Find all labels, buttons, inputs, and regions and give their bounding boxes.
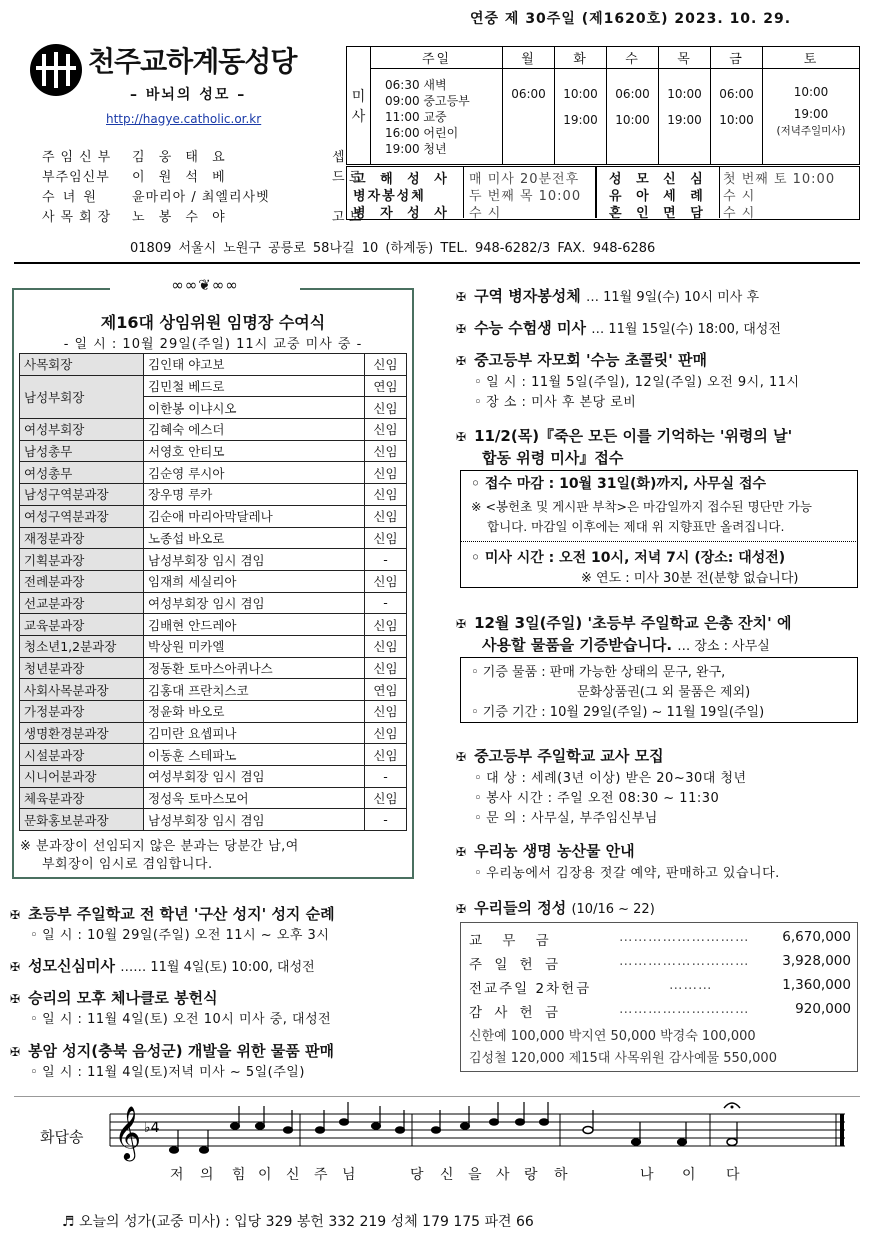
committee-member: 이한봉 이냐시오 — [144, 397, 365, 419]
committee-status: 신임 — [365, 657, 407, 679]
committee-member: 장우명 루카 — [144, 484, 365, 506]
committee-status: 신임 — [365, 614, 407, 636]
committee-row — [20, 744, 407, 766]
committee-status: 신임 — [365, 440, 407, 462]
church-name: 천주교하계동성당 — [88, 45, 297, 78]
committee-member: 임재희 세실리아 — [144, 570, 365, 592]
committee-status: 신임 — [365, 484, 407, 506]
committee-member: 남성부회장 임시 겸임 — [144, 809, 365, 831]
committee-row — [20, 549, 407, 571]
offering-row: 감 사 헌 금 ……………………… 920,000 — [469, 1001, 851, 1021]
sat-times: 10:00 19:00 (저녁주일미사) — [763, 69, 860, 165]
committee-role: 사회사목분과장 — [20, 679, 144, 701]
committee-status: - — [365, 766, 407, 788]
committee-member: 여성부회장 임시 겸임 — [144, 592, 365, 614]
offering-row: 전교주일 2차헌금 ……… 1,360,000 — [469, 977, 851, 997]
committee-member: 정동환 토마스아퀴나스 — [144, 657, 365, 679]
committee-member: 김순영 루시아 — [144, 462, 365, 484]
staff-row: 주임신부 김 웅 태 요 셉 — [42, 150, 345, 165]
committee-row — [20, 722, 407, 744]
committee-row — [20, 701, 407, 723]
committee-row — [20, 809, 407, 831]
committee-role: 여성구역분과장 — [20, 505, 144, 527]
committee-role: 사목회장 — [20, 354, 144, 376]
psalm-label: 화답송 — [40, 1128, 84, 1146]
mass-schedule-table: 미사 주일 월 화 수 목 금 토 06:30 새벽 09:00 중고등부 11:00 교중 16:00 어린이 19:00 청년 06:00 10:00 19:00 06:00 10:00 10:00 19:00 06:00 10:00 10:00 19:00 (저녁주일미사) — [346, 46, 860, 165]
staff-row: 사목회장 노 봉 수 야 고 보 — [42, 210, 362, 225]
notice-bongam-sale: ✠ 봉암 성지(충북 음성군) 개발을 위한 물품 판매 — [10, 1042, 334, 1060]
committee-status: - — [365, 809, 407, 831]
committee-status: 신임 — [365, 505, 407, 527]
notice-teacher-recruit: ✠ 중고등부 주일학교 교사 모집 — [456, 747, 664, 765]
committee-role: 가정분과장 — [20, 701, 144, 723]
svg-text:𝄞: 𝄞 — [114, 1105, 142, 1159]
notice-sub: ◦ 일 시 : 11월 4일(토)저녁 미사 ~ 5일(주일) — [30, 1065, 305, 1080]
committee-row — [20, 505, 407, 527]
donation-box: ◦ 기증 물품 : 판매 가능한 상태의 문구, 완구, 문화상품권(그 외 물품은 제외) ◦ 기증 기간 : 10월 29일(주일) ~ 11월 19일(주일) — [460, 657, 858, 723]
notice-offerings: ✠ 우리들의 정성 (10/16 ~ 22) — [456, 899, 655, 917]
committee-role: 남성총무 — [20, 440, 144, 462]
hymn-footer: ♬ 오늘의 성가(교중 미사) : 입당 329 봉헌 332 219 성체 179 175 파견 66 — [62, 1214, 534, 1230]
committee-row — [20, 440, 407, 462]
committee-row — [20, 614, 407, 636]
committee-status: 신임 — [365, 744, 407, 766]
committee-row — [20, 527, 407, 549]
committee-status: 신임 — [365, 701, 407, 723]
committee-row — [20, 462, 407, 484]
committee-role: 여성부회장 — [20, 419, 144, 441]
notice-woorinong: ✠ 우리농 생명 농산물 안내 — [456, 842, 635, 860]
committee-member: 김민철 베드로 — [144, 375, 365, 397]
church-url-link[interactable]: http://hagye.catholic.or.kr — [106, 112, 262, 126]
committee-row — [20, 419, 407, 441]
committee-member: 김인태 야고보 — [144, 354, 365, 376]
edition-line: 연중 제 30주일 (제1620호) 2023. 10. 29. — [470, 11, 792, 27]
fri-times: 06:00 10:00 — [711, 69, 763, 165]
committee-role: 청소년1,2분과장 — [20, 635, 144, 657]
notice-communion-sick: ✠ 구역 병자봉성체 … 11월 9일(수) 10시 미사 후 — [456, 287, 760, 305]
committee-status: 신임 — [365, 787, 407, 809]
address-line: 01809 서울시 노원구 공릉로 58나길 10 (하계동) TEL. 948-6282/3 FAX. 948-6286 — [130, 241, 656, 256]
all-souls-box: ◦ 접수 마감 : 10월 31일(화)까지, 사무실 접수 ※ <봉헌초 및 게시판 부착>은 마감일까지 접수된 명단만 가능 합니다. 마감일 이후에는 제대 위 지향표만 올려집니다. ◦ 미사 시간 : 오전 10시, 저녁 7시 (장소: 대성전) ※ 연도 : 미사 30분 전(분향 없습니다) — [460, 470, 858, 588]
committee-member: 서영호 안티모 — [144, 440, 365, 462]
notice-marian-mass: ✠ 성모신심미사 …… 11월 4일(토) 10:00, 대성전 — [10, 957, 315, 975]
committee-row — [20, 354, 407, 376]
committee-role: 재정분과장 — [20, 527, 144, 549]
notice-pilgrimage: ✠ 초등부 주일학교 전 학년 '구산 성지' 성지 순례 — [10, 905, 335, 923]
committee-status: 신임 — [365, 419, 407, 441]
donors-line: 신한예 100,000 박지연 50,000 박경숙 100,000 — [469, 1029, 756, 1044]
svg-text:♭4: ♭4 — [144, 1120, 160, 1136]
ornament: ∞∞❦∞∞ — [110, 276, 300, 300]
committee-role: 여성총무 — [20, 462, 144, 484]
committee-status: 신임 — [365, 462, 407, 484]
committee-member: 김혜숙 에스더 — [144, 419, 365, 441]
committee-role: 시설분과장 — [20, 744, 144, 766]
committee-status: 연임 — [365, 375, 407, 397]
notice-sub: ◦ 일 시 : 11월 4일(토) 오전 10시 미사 중, 대성전 — [30, 1012, 332, 1027]
staff-row: 수 녀 원 윤마리아 / 최엘리사벳 — [42, 190, 270, 205]
offering-row: 교 무 금 ……………………… 6,670,000 — [469, 929, 851, 949]
ceremony-note: ※ 분과장이 선임되지 않은 분과는 당분간 남,여 부회장이 임시로 겸임합니다. — [20, 839, 299, 872]
committee-member: 남성부회장 임시 겸임 — [144, 549, 365, 571]
committee-status: - — [365, 592, 407, 614]
notice-exam-mass: ✠ 수능 수험생 미사 … 11월 15일(수) 18:00, 대성전 — [456, 319, 781, 337]
committee-member: 김홍대 프란치스코 — [144, 679, 365, 701]
church-logo-icon — [28, 42, 84, 98]
wed-times: 06:00 10:00 — [607, 69, 659, 165]
committee-member: 김미란 요셉피나 — [144, 722, 365, 744]
committee-role: 선교분과장 — [20, 592, 144, 614]
committee-table — [19, 353, 407, 831]
committee-member: 정윤화 바오로 — [144, 701, 365, 723]
notice-chocolate-sale: ✠ 중고등부 자모회 '수능 초콜릿' 판매 — [456, 351, 707, 369]
committee-row — [20, 592, 407, 614]
committee-role: 교육분과장 — [20, 614, 144, 636]
committee-role: 전례분과장 — [20, 570, 144, 592]
committee-member: 이동훈 스테파노 — [144, 744, 365, 766]
committee-member: 김순애 마리아막달레나 — [144, 505, 365, 527]
committee-status: 신임 — [365, 635, 407, 657]
notice-donation: ✠ 12월 3일(주일) '초등부 주일학교 은총 잔치' 에 — [456, 614, 792, 632]
committee-role: 시니어분과장 — [20, 766, 144, 788]
committee-role: 기획분과장 — [20, 549, 144, 571]
committee-role: 남성구역분과장 — [20, 484, 144, 506]
offerings-box — [460, 922, 858, 1072]
committee-row — [20, 484, 407, 506]
committee-status: 신임 — [365, 354, 407, 376]
music-staff — [100, 1098, 850, 1168]
committee-status: 신임 — [365, 570, 407, 592]
committee-status: 연임 — [365, 679, 407, 701]
committee-member: 노종섭 바오로 — [144, 527, 365, 549]
staff-row: 부주임신부 이 원 석 베 드 로 — [42, 170, 362, 185]
committee-role: 청년분과장 — [20, 657, 144, 679]
thu-times: 10:00 19:00 — [659, 69, 711, 165]
committee-status: 신임 — [365, 527, 407, 549]
notice-sub: ◦ 일 시 : 10월 29일(주일) 오전 11시 ~ 오후 3시 — [30, 928, 330, 943]
committee-status: - — [365, 549, 407, 571]
committee-role: 남성부회장 — [20, 375, 144, 418]
committee-row — [20, 766, 407, 788]
committee-status: 신임 — [365, 397, 407, 419]
committee-member: 정성욱 토마스모어 — [144, 787, 365, 809]
committee-status: 신임 — [365, 722, 407, 744]
ceremony-title: 제16대 상임위원 임명장 수여식 — [100, 313, 326, 332]
mon-times: 06:00 — [503, 69, 555, 165]
mass-label: 미사 — [347, 47, 371, 165]
sacraments-box: 고 해 성 사 매 미사 20분전후 성 모 신 심 첫 번째 토 10:00 병자봉성체 두 번째 목 10:00 유 아 세 례 수 시 병 자 성 사 수 시 혼 인 면 담 수 시 — [346, 166, 860, 220]
committee-row — [20, 375, 407, 397]
committee-role: 문화홍보분과장 — [20, 809, 144, 831]
notice-cenacle: ✠ 승리의 모후 체나클로 봉헌식 — [10, 989, 218, 1007]
committee-row — [20, 657, 407, 679]
donors-line: 김성철 120,000 제15대 사목위원 감사예물 550,000 — [469, 1051, 777, 1066]
ceremony-date: - 일 시 : 10월 29일(주일) 11시 교중 미사 중 - — [63, 337, 363, 352]
committee-member: 박상원 미카엘 — [144, 635, 365, 657]
patron-name: – 바뇌의 성모 – — [130, 87, 247, 103]
committee-role: 생명환경분과장 — [20, 722, 144, 744]
tue-times: 10:00 19:00 — [555, 69, 607, 165]
header-divider — [14, 262, 860, 264]
committee-role: 체육분과장 — [20, 787, 144, 809]
committee-row — [20, 787, 407, 809]
committee-row — [20, 570, 407, 592]
committee-row — [20, 679, 407, 701]
committee-member: 김배현 안드레아 — [144, 614, 365, 636]
committee-member: 여성부회장 임시 겸임 — [144, 766, 365, 788]
offering-row: 주 일 헌 금 ……………………… 3,928,000 — [469, 953, 851, 973]
sunday-times: 06:30 새벽 09:00 중고등부 11:00 교중 16:00 어린이 19:00 청년 — [371, 69, 503, 165]
committee-row — [20, 635, 407, 657]
notice-all-souls: ✠ 11/2(목)『죽은 모든 이를 기억하는 '위령의 날' — [456, 427, 793, 445]
